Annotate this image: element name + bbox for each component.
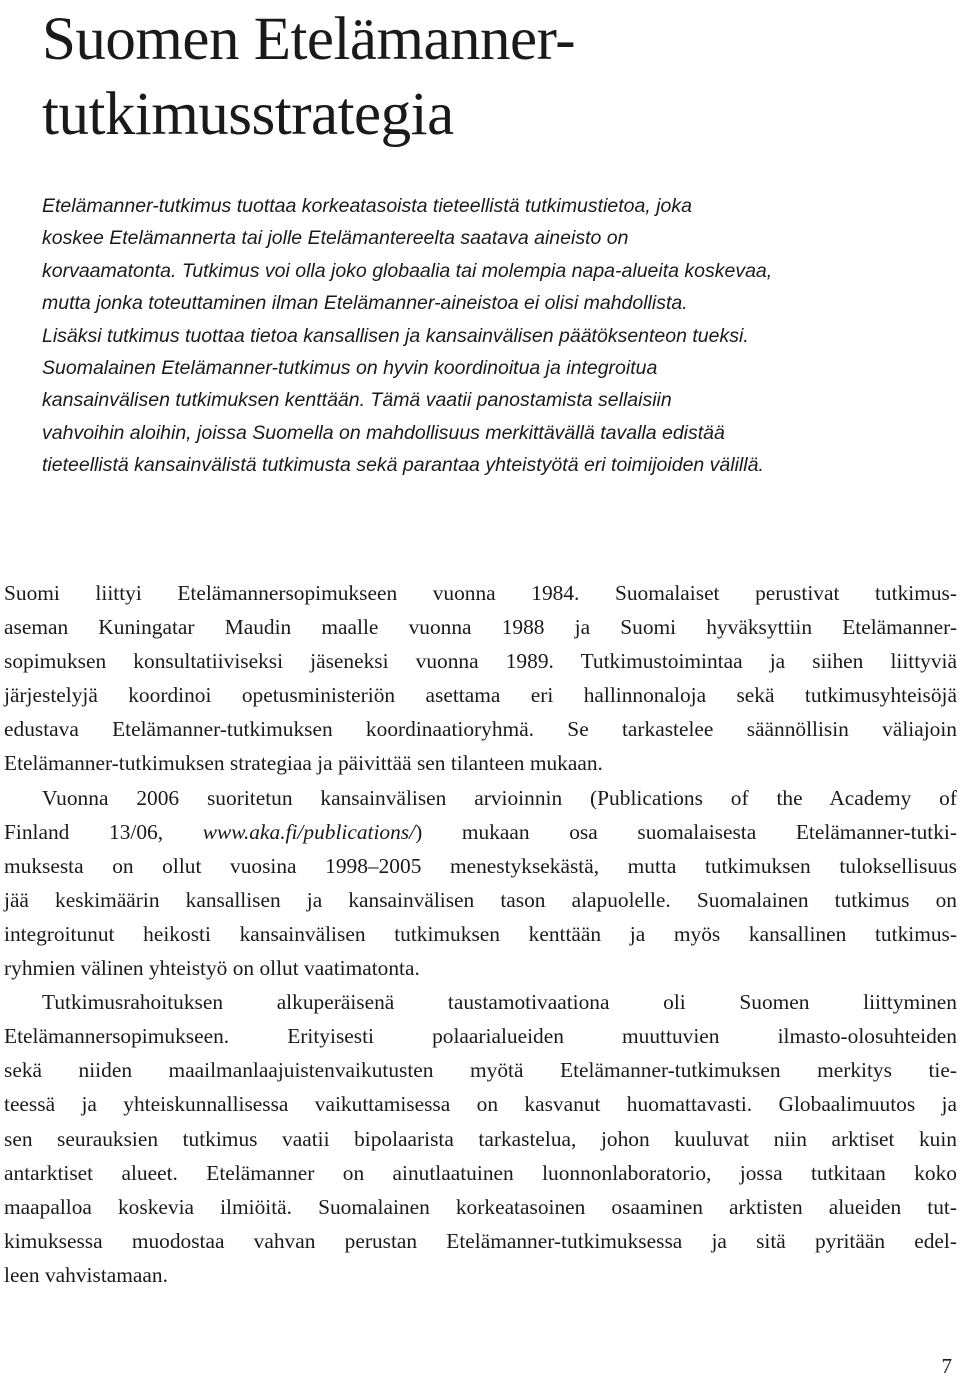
page-title [42,2,922,152]
lead-line: Suomalainen Etelämanner-tutkimus on hyvin koordinoitua ja integroitua [42,357,658,380]
body-line: Vuonna 2006 suoritetun kansainvälisen arvioinnin (Publications of the Academy of [42,785,957,810]
body-text-fragment: ) mukaan osa suomalaisesta Etelämanner-tutki- [415,819,957,844]
body-line: integroitunut heikosti kansainvälisen tutkimuksen kenttään ja myös kansallinen tutkimus- [4,921,957,946]
body-line: sopimuksen konsultatiiviseksi jäseneksi vuonna 1989. Tutkimustoimintaa ja siihen liittyviä [4,649,957,674]
lead-line: tieteellistä kansainvälistä tutkimusta sekä parantaa yhteistyötä eri toimijoiden välillä. [42,454,764,477]
body-line: kimuksessa muodostaa vahvan perustan Etelämanner-tutkimuksessa ja sitä pyritään edel- [4,1228,957,1253]
body-line: sen seurauksien tutkimus vaatii bipolaarista tarkastelua, johon kuuluvat niin arktiset kuin [4,1126,957,1151]
body-paragraph [4,985,957,1292]
lead-line: vahvoihin aloihin, joissa Suomella on mahdollisuus merkittävällä tavalla edistää [42,421,725,444]
title-line: Suomen Etelämanner- [42,6,576,73]
lead-line: Lisäksi tutkimus tuottaa tietoa kansallisen ja kansainvälisen päätöksenteon tueksi. [42,324,749,347]
lead-line: mutta jonka toteuttaminen ilman Etelämanner-aineistoa ei olisi mahdollista. [42,292,688,315]
body-line: teessä ja yhteiskunnallisessa vaikuttamisessa on kasvanut huomattavasti. Globaalimuutos ja [4,1092,957,1117]
title-line: tutkimusstrategia [42,81,454,148]
body-text-fragment: Finland 13/06, [4,819,203,844]
body-line [4,815,957,849]
body-line: leen vahvistamaan. [4,1262,168,1287]
body-line: Etelämanner-tutkimuksen strategiaa ja päivittää sen tilanteen mukaan. [4,751,603,776]
lead-paragraph [42,190,922,482]
lead-line: Etelämanner-tutkimus tuottaa korkeatasoista tieteellistä tutkimustietoa, joka [42,195,692,217]
body-line: antarktiset alueet. Etelämanner on ainutlaatuinen luonnonlaboratorio, jossa tutkitaan koko [4,1160,957,1185]
lead-line: koskee Etelämannerta tai jolle Etelämantereelta saatava aineisto on [42,227,629,250]
body-line: sekä niiden maailmanlaajuistenvaikutusten myötä Etelämanner-tutkimuksen merkitys tie- [4,1058,957,1083]
body-line: muksesta on ollut vuosina 1998–2005 menestyksekästä, mutta tutkimuksen tuloksellisuus [4,853,957,878]
body-line: Tutkimusrahoituksen alkuperäisenä taustamotivaationa oli Suomen liittyminen [42,990,957,1015]
lead-line: kansainvälisen tutkimuksen kenttään. Tämä vaatii panostamista sellaisiin [42,389,672,412]
publications-link[interactable]: www.aka.fi/publications/ [202,819,416,844]
body-line: Etelämannersopimukseen. Erityisesti polaarialueiden muuttuvien ilmasto-olosuhteiden [4,1024,957,1049]
body-text [4,576,957,1292]
body-line: maapalloa koskevia ilmiöitä. Suomalainen korkeatasoinen osaaminen arktisten alueiden tut- [4,1194,957,1219]
body-line: järjestelyjä koordinoi opetusministeriön asettama eri hallinnonaloja sekä tutkimusyhteisöjä [4,683,957,708]
body-line: edustava Etelämanner-tutkimuksen koordinaatioryhmä. Se tarkastelee säännöllisin väliajoin [4,717,957,742]
body-line: aseman Kuningatar Maudin maalle vuonna 1988 ja Suomi hyväksyttiin Etelämanner- [4,615,957,640]
body-line: jää keskimäärin kansallisen ja kansainvälisen tason alapuolelle. Suomalainen tutkimus on [4,887,957,912]
body-line: ryhmien välinen yhteistyö on ollut vaatimatonta. [4,956,420,981]
body-paragraph [4,576,957,781]
body-paragraph [4,781,957,986]
body-line: Suomi liittyi Etelämannersopimukseen vuonna 1984. Suomalaiset perustivat tutkimus- [4,581,957,605]
page-number: 7 [941,1354,952,1378]
lead-line: korvaamatonta. Tutkimus voi olla joko globaalia tai molempia napa-alueita koskevaa, [42,259,773,282]
